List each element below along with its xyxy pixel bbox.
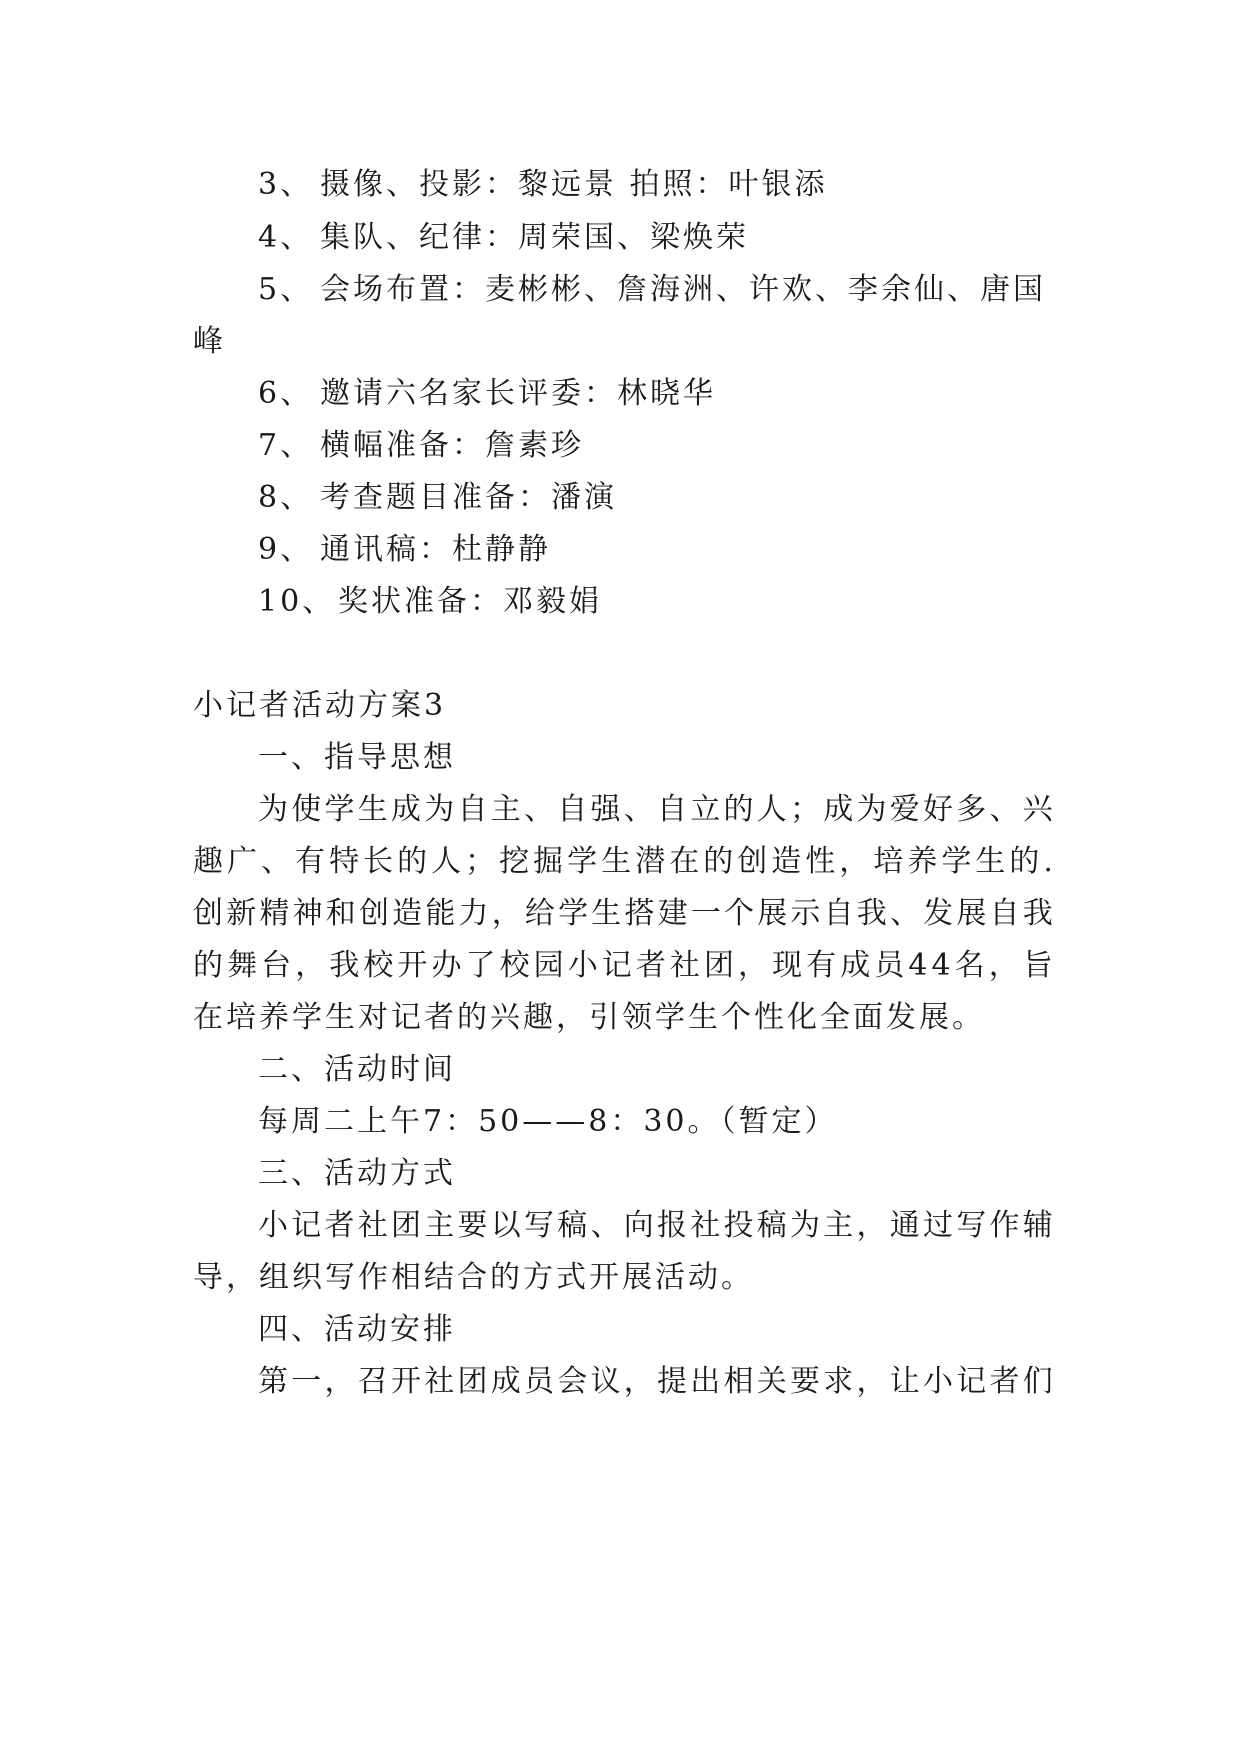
paragraph-line: 创 新 精 神 和 创 造 能 力 ， 给 学 生 搭 建 一 个 展 示 自 我 、 发 展 自 我 — [193, 896, 1053, 931]
list-text: 邀请六名家长评委：林晓华 — [320, 376, 716, 411]
list-item — [258, 165, 1118, 205]
heading-guiding-ideology: 一、指导思想 — [258, 740, 456, 775]
list-text: 奖状准备：邓毅娟 — [338, 584, 602, 619]
list-item — [258, 582, 1118, 622]
section-title: 小记者活动方案3 — [193, 688, 447, 723]
list-item — [258, 374, 1118, 414]
list-number: 3、 — [258, 167, 314, 202]
list-text: 集队、纪律：周荣国、梁焕荣 — [320, 220, 749, 255]
paragraph-line: 每周二上午7：50——8：30。（暂定） — [258, 1104, 838, 1139]
list-number: 6、 — [258, 376, 314, 411]
paragraph-line: 的 舞 台 ， 我 校 开 办 了 校 园 小 记 者 社 团 ， 现 有 成 员 4 4 名 ， 旨 — [193, 948, 1053, 983]
paragraph-line: 为 使 学 生 成 为 自 主 、 自 强 、 自 立 的 人 ； 成 为 爱 好 多 、 兴 — [258, 792, 1053, 827]
heading-activity-time: 二、活动时间 — [258, 1052, 456, 1087]
list-text: 摄像、投影：黎远景 拍照：叶银添 — [320, 167, 828, 202]
heading-activity-method: 三、活动方式 — [258, 1156, 456, 1191]
list-number: 5、 — [258, 272, 314, 307]
list-number: 7、 — [258, 428, 314, 463]
heading-activity-arrangement: 四、活动安排 — [258, 1312, 456, 1347]
paragraph-line: 小 记 者 社 团 主 要 以 写 稿 、 向 报 社 投 稿 为 主 ， 通 过 写 作 辅 — [258, 1208, 1053, 1243]
list-number: 9、 — [258, 532, 314, 567]
list-text: 横幅准备：詹素珍 — [320, 428, 584, 463]
list-number: 4、 — [258, 220, 314, 255]
paragraph-line: 在培养学生对记者的兴趣，引领学生个性化全面发展。 — [193, 1000, 985, 1035]
list-text: 通讯稿：杜静静 — [320, 532, 551, 567]
list-text: 会场布置：麦彬彬、詹海洲、许欢、李余仙、唐国 — [320, 272, 1046, 307]
paragraph-line: 趣 广 、 有 特 长 的 人 ； 挖 掘 学 生 潜 在 的 创 造 性 ， 培 养 学 生 的 . — [193, 844, 1053, 879]
list-number: 8、 — [258, 480, 314, 515]
list-item — [258, 218, 1118, 258]
paragraph-line: 导，组织写作相结合的方式开展活动。 — [193, 1260, 754, 1295]
list-item — [258, 270, 1118, 310]
list-item — [258, 530, 1118, 570]
list-text: 考查题目准备：潘演 — [320, 480, 617, 515]
list-item — [258, 426, 1118, 466]
list-number: 10、 — [258, 584, 336, 619]
list-item-continuation: 峰 — [193, 324, 226, 359]
list-item — [258, 478, 1118, 518]
paragraph-line: 第 一 ， 召 开 社 团 成 员 会 议 ， 提 出 相 关 要 求 ， 让 小 记 者 们 — [258, 1364, 1053, 1399]
